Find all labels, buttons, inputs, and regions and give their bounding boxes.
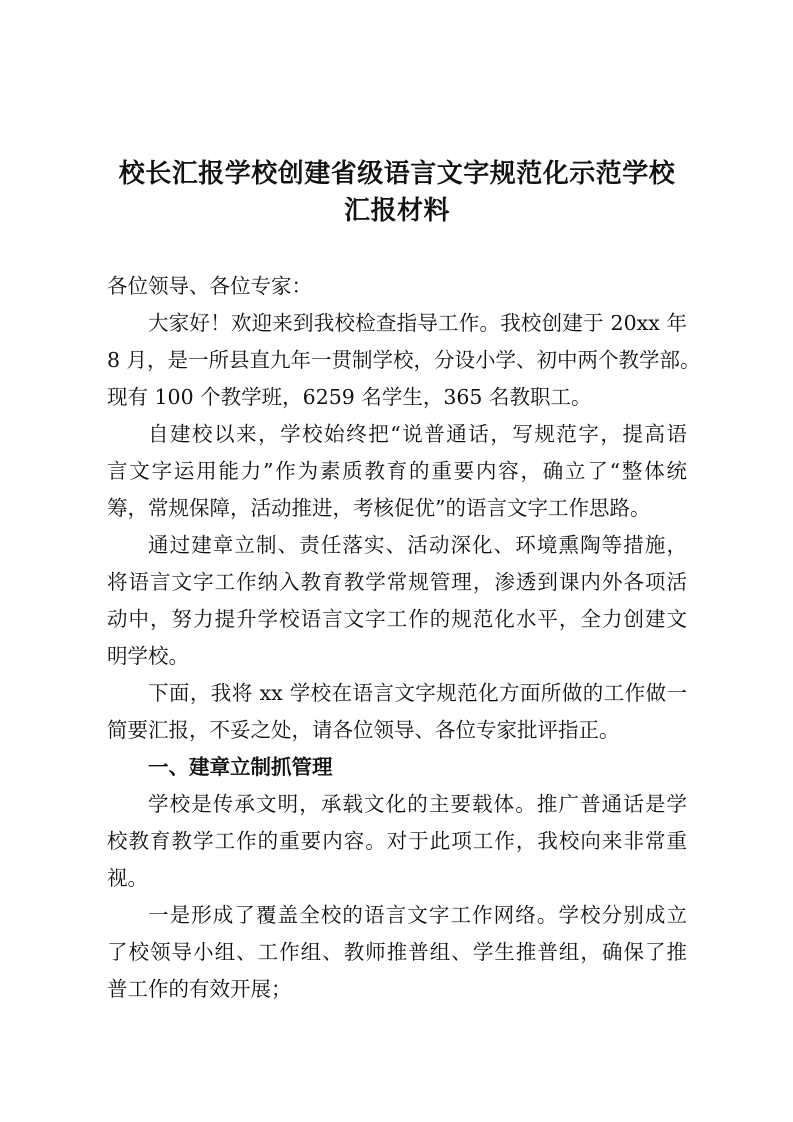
text-line: 自建校以来，学校始终把“说普通话，写规范字，提高语 xyxy=(148,422,687,446)
paragraph xyxy=(107,786,687,897)
text-line: 明学校。 xyxy=(107,644,189,668)
text-line: 学校是传承文明，承载文化的主要载体。推广普通话是学 xyxy=(148,792,687,816)
text-line: 动中，努力提升学校语言文字工作的规范化水平，全力创建文 xyxy=(107,607,687,631)
text-line: 筹，常规保障，活动推进，考核促优”的语言文字工作思路。 xyxy=(107,496,651,520)
text-line: 通过建章立制、责任落实、活动深化、环境熏陶等措施， xyxy=(148,533,687,557)
text-line: 现有 100 个教学班，6259 名学生，365 名教职工。 xyxy=(107,385,592,409)
text-line: 普工作的有效开展； xyxy=(107,977,292,1001)
text-line: 简要汇报，不妥之处，请各位领导、各位专家批评指正。 xyxy=(107,718,620,742)
salutation xyxy=(107,268,687,305)
text-line: 各位领导、各位专家： xyxy=(107,274,312,298)
text-line: 一、建章立制抓管理 xyxy=(148,755,333,779)
text-line: 了校领导小组、工作组、教师推普组、学生推普组，确保了推 xyxy=(107,940,687,964)
text-line: 8 月，是一所县直九年一贯制学校，分设小学、初中两个教学部。 xyxy=(107,348,701,372)
text-line: 大家好！欢迎来到我校检查指导工作。我校创建于 20xx 年 xyxy=(148,311,687,335)
text-line: 视。 xyxy=(107,866,148,890)
paragraph xyxy=(107,416,687,527)
paragraph xyxy=(107,305,701,416)
title-line-1: 校长汇报学校创建省级语言文字规范化示范学校 xyxy=(118,159,676,189)
text-line: 校教育教学工作的重要内容。对于此项工作，我校向来非常重 xyxy=(107,829,687,853)
paragraph xyxy=(107,897,687,1008)
text-line: 将语言文字工作纳入教育教学常规管理，渗透到课内外各项活 xyxy=(107,570,687,594)
paragraph xyxy=(107,675,687,749)
text-line: 一是形成了覆盖全校的语言文字工作网络。学校分别成立 xyxy=(148,903,687,927)
text-line: 言文字运用能力”作为素质教育的重要内容，确立了“整体统 xyxy=(107,459,687,483)
document-title xyxy=(100,156,694,230)
paragraph xyxy=(107,527,687,675)
section-heading xyxy=(107,749,687,786)
text-line: 下面，我将 xx 学校在语言文字规范化方面所做的工作做一 xyxy=(148,681,687,705)
title-line-2: 汇报材料 xyxy=(343,196,450,226)
document-body xyxy=(107,268,701,1008)
